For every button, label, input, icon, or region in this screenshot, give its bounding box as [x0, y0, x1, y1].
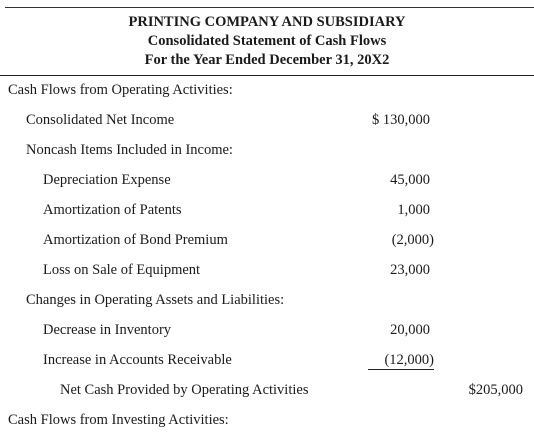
- row-label: Increase in Accounts Receivable: [43, 352, 232, 368]
- amount-col1: 20,000: [390, 322, 430, 338]
- row-net-cash-operating: [0, 375, 534, 405]
- row-label: Amortization of Bond Premium: [43, 232, 228, 248]
- amount-col2: $205,000: [468, 382, 523, 398]
- row-label: Net Cash Provided by Operating Activities: [60, 382, 309, 398]
- row-loss-sale-equipment: [0, 255, 534, 285]
- row-label: Amortization of Patents: [43, 202, 182, 218]
- row-decrease-inventory: [0, 315, 534, 345]
- row-label: Loss on Sale of Equipment: [43, 262, 201, 278]
- statement-period: For the Year Ended December 31, 20X2: [144, 52, 390, 68]
- statement-title: Consolidated Statement of Cash Flows: [147, 33, 387, 49]
- section-investing-heading: [0, 405, 534, 435]
- amount-col1: 1,000: [397, 202, 430, 218]
- row-depreciation-expense: [0, 165, 534, 195]
- row-label: Decrease in Inventory: [43, 322, 172, 338]
- company-name: PRINTING COMPANY AND SUBSIDIARY: [128, 14, 406, 30]
- amount-col1: 23,000: [390, 262, 430, 278]
- amount-col1-underlined: (12,000): [368, 351, 434, 370]
- row-amortization-patents: [0, 195, 534, 225]
- section-operating-heading: [0, 75, 534, 105]
- subsection-noncash-heading: [0, 135, 534, 165]
- subsection-changes-heading: [0, 285, 534, 315]
- row-increase-accounts-receivable: [0, 345, 534, 375]
- statement-header: [0, 13, 534, 70]
- amount-col1: $ 130,000: [372, 112, 430, 128]
- amount-col1: (2,000): [391, 232, 434, 248]
- top-rule: [5, 7, 534, 8]
- row-label: Cash Flows from Operating Activities:: [8, 82, 233, 98]
- amount-col1: 45,000: [390, 172, 430, 188]
- row-label: Depreciation Expense: [43, 172, 171, 188]
- row-amortization-bond-premium: [0, 225, 534, 255]
- row-label: Consolidated Net Income: [26, 112, 175, 128]
- row-consolidated-net-income: [0, 105, 534, 135]
- row-label: Cash Flows from Investing Activities:: [8, 412, 229, 428]
- row-label: Noncash Items Included in Income:: [26, 142, 233, 158]
- row-label: Changes in Operating Assets and Liabilities:: [26, 292, 285, 308]
